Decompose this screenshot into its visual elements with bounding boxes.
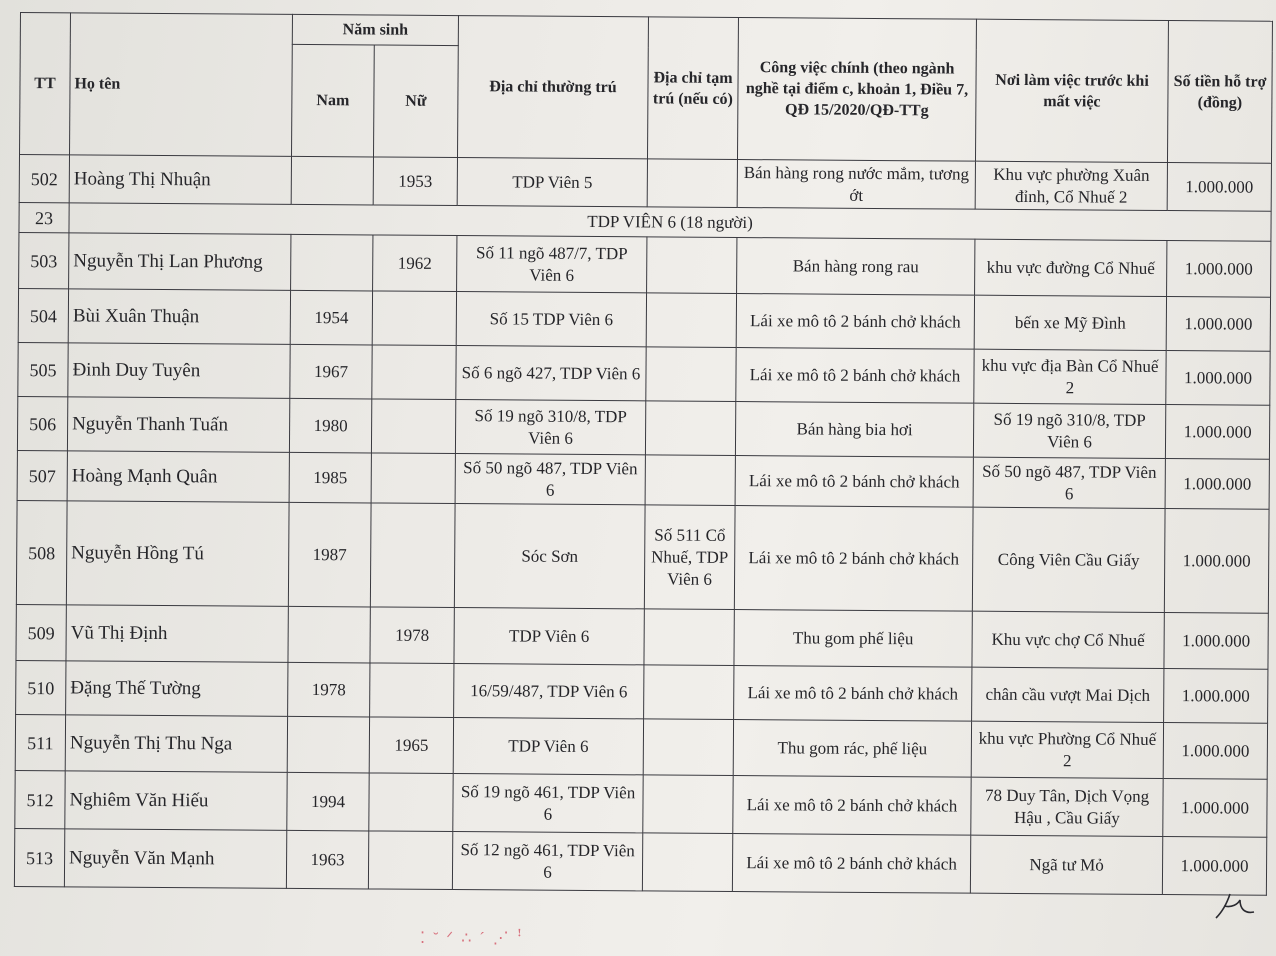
- row-name: Đinh Duy Tuyên: [68, 343, 290, 399]
- row-male: [291, 156, 373, 205]
- red-stamp-mark: ⁚ ˘ ᐟ ∴ ˊ ⋰ ꜝ: [420, 930, 525, 947]
- table-row: [16, 660, 1268, 723]
- row-job: Lái xe mô tô 2 bánh chở khách: [736, 294, 974, 350]
- row-female: 1953: [373, 157, 457, 206]
- table-row: [16, 500, 1269, 613]
- header-female: Nữ: [373, 45, 458, 158]
- table-row: [15, 770, 1267, 837]
- header-name: Họ tên: [70, 13, 293, 157]
- row-male: 1954: [290, 290, 372, 345]
- row-tt: 509: [16, 604, 66, 660]
- row-tt: 513: [14, 828, 64, 886]
- section-title: TDP VIÊN 6 (18 người): [69, 203, 1271, 241]
- row-workplace: Công Viên Cầu Giấy: [972, 507, 1165, 612]
- row-female: 1965: [369, 717, 453, 774]
- row-name: Hoàng Thị Nhuận: [69, 155, 291, 205]
- row-tt: 511: [15, 714, 65, 770]
- table-row: [15, 714, 1267, 779]
- table-row: [18, 342, 1270, 405]
- row-temporary: [645, 401, 735, 456]
- row-male: 1963: [286, 830, 368, 889]
- table-row: [19, 232, 1271, 297]
- row-amount: 1.000.000: [1165, 405, 1269, 460]
- row-amount: 1.000.000: [1164, 509, 1269, 614]
- header-permanent-address: Địa chỉ thường trú: [458, 16, 649, 159]
- row-permanent: Số 50 ngõ 487, TDP Viên 6: [455, 454, 645, 505]
- section-number: 23: [19, 202, 69, 232]
- row-job: Lái xe mô tô 2 bánh chở khách: [736, 348, 974, 404]
- row-permanent: Sóc Sơn: [454, 504, 645, 609]
- row-amount: 1.000.000: [1166, 351, 1270, 406]
- row-job: Bán hàng rong rau: [737, 238, 975, 296]
- table-row: [17, 396, 1269, 459]
- row-temporary: [644, 665, 734, 720]
- row-job: Lái xe mô tô 2 bánh chở khách: [734, 506, 973, 612]
- row-temporary: [647, 159, 737, 208]
- row-name: Nguyễn Hồng Tú: [66, 501, 289, 607]
- row-workplace: khu vực Phường Cổ Nhuế 2: [971, 721, 1163, 778]
- row-name: Vũ Thị Định: [66, 605, 288, 663]
- row-female: [371, 399, 455, 454]
- table-row: [19, 155, 1271, 212]
- row-male: [288, 606, 370, 663]
- row-female: 1962: [373, 235, 457, 292]
- row-temporary: Số 511 Cổ Nhuế, TDP Viên 6: [644, 505, 735, 610]
- row-amount: 1.000.000: [1162, 836, 1266, 895]
- row-workplace: Ngã tư Mỏ: [970, 835, 1162, 894]
- signature-mark: [1210, 890, 1260, 926]
- row-female: [369, 773, 453, 832]
- row-temporary: [643, 719, 733, 776]
- row-temporary: [646, 347, 736, 402]
- row-male: 1994: [287, 772, 369, 831]
- row-name: Nguyễn Thị Lan Phương: [69, 233, 291, 291]
- row-tt: 512: [15, 770, 65, 828]
- row-amount: 1.000.000: [1166, 297, 1270, 352]
- row-male: 1987: [288, 502, 371, 607]
- row-tt: 502: [19, 155, 69, 203]
- row-tt: 503: [19, 232, 69, 288]
- row-tt: 507: [17, 450, 67, 500]
- row-female: [368, 831, 452, 890]
- row-temporary: [645, 455, 735, 506]
- header-temporary-address: Địa chỉ tạm trú (nếu có): [648, 17, 739, 160]
- row-female: [370, 663, 454, 718]
- row-job: Lái xe mô tô 2 bánh chở khách: [732, 833, 970, 893]
- table-row: [18, 288, 1270, 351]
- row-temporary: [647, 237, 737, 294]
- row-permanent: Số 12 ngõ 461, TDP Viên 6: [452, 832, 642, 891]
- row-permanent: Số 15 TDP Viên 6: [456, 292, 646, 347]
- row-temporary: [642, 833, 732, 892]
- row-name: Nguyễn Văn Mạnh: [64, 829, 286, 889]
- row-amount: 1.000.000: [1163, 778, 1267, 837]
- row-male: 1985: [289, 452, 371, 503]
- table-body: [14, 155, 1271, 896]
- row-temporary: [644, 609, 734, 666]
- header-main-job: Công việc chính (theo ngành nghề tại điểm c, khoản 1, Điều 7, QĐ 15/2020/QĐ-TTg: [738, 18, 977, 162]
- row-female: [372, 291, 456, 346]
- row-workplace: Khu vực phường Xuân đỉnh, Cổ Nhuế 2: [975, 161, 1167, 210]
- row-temporary: [646, 293, 736, 348]
- row-amount: 1.000.000: [1167, 163, 1271, 212]
- row-amount: 1.000.000: [1164, 669, 1268, 724]
- row-job: Bán hàng rong nước mắm, tương ớt: [737, 160, 975, 210]
- support-list-table: [14, 12, 1273, 896]
- row-permanent: TDP Viên 5: [457, 158, 647, 207]
- table-row: [14, 828, 1266, 895]
- row-job: Lái xe mô tô 2 bánh chở khách: [734, 666, 972, 722]
- row-name: Nguyễn Thị Thu Nga: [65, 715, 287, 773]
- header-amount: Số tiền hỗ trợ (đồng): [1167, 21, 1272, 164]
- row-workplace: Số 50 ngõ 487, TDP Viên 6: [973, 457, 1165, 508]
- row-workplace: Số 19 ngõ 310/8, TDP Viên 6: [973, 403, 1165, 458]
- row-amount: 1.000.000: [1165, 459, 1269, 510]
- row-permanent: Số 11 ngõ 487/7, TDP Viên 6: [457, 236, 647, 293]
- row-workplace: 78 Duy Tân, Dịch Vọng Hậu , Cầu Giấy: [971, 777, 1163, 836]
- row-female: 1978: [370, 607, 454, 664]
- row-female: [370, 503, 455, 608]
- row-name: Nguyễn Thanh Tuấn: [67, 397, 289, 453]
- row-male: 1967: [290, 344, 372, 399]
- header-tt: TT: [20, 13, 71, 155]
- header-workplace: Nơi làm việc trước khi mất việc: [975, 19, 1168, 162]
- row-job: Thu gom rác, phế liệu: [733, 719, 971, 777]
- row-workplace: Khu vực chợ Cổ Nhuế: [972, 611, 1164, 668]
- row-workplace: bến xe Mỹ Đình: [974, 295, 1166, 350]
- row-permanent: 16/59/487, TDP Viên 6: [454, 664, 644, 719]
- row-tt: 504: [18, 288, 68, 342]
- row-tt: 506: [17, 396, 67, 450]
- row-workplace: chân cầu vượt Mai Dịch: [972, 667, 1164, 722]
- row-name: Hoàng Mạnh Quân: [67, 451, 289, 503]
- row-job: Thu gom phế liệu: [734, 610, 972, 668]
- row-permanent: TDP Viên 6: [454, 608, 644, 665]
- row-female: [371, 453, 455, 504]
- row-tt: 510: [16, 660, 66, 714]
- row-tt: 505: [18, 342, 68, 396]
- row-permanent: TDP Viên 6: [453, 718, 643, 775]
- table-row: [17, 450, 1269, 509]
- row-male: 1980: [289, 398, 371, 453]
- table-row: [16, 604, 1268, 669]
- row-male: [291, 234, 373, 291]
- row-name: Đặng Thế Tường: [66, 661, 288, 717]
- row-job: Lái xe mô tô 2 bánh chở khách: [733, 775, 971, 835]
- header-row-1: [20, 13, 1272, 52]
- row-workplace: khu vực đường Cổ Nhuế: [975, 239, 1167, 296]
- row-amount: 1.000.000: [1167, 241, 1271, 298]
- row-job: Bán hàng bia hơi: [735, 402, 973, 458]
- row-job: Lái xe mô tô 2 bánh chở khách: [735, 456, 973, 508]
- row-permanent: Số 19 ngõ 310/8, TDP Viên 6: [455, 400, 645, 455]
- row-male: 1978: [288, 662, 370, 717]
- row-name: Nghiêm Văn Hiếu: [65, 771, 287, 831]
- header-male: Nam: [291, 44, 374, 157]
- row-permanent: Số 6 ngõ 427, TDP Viên 6: [456, 346, 646, 401]
- row-tt: 508: [16, 500, 67, 604]
- row-female: [372, 345, 456, 400]
- row-male: [287, 716, 369, 773]
- row-temporary: [643, 775, 733, 834]
- row-name: Bùi Xuân Thuận: [68, 289, 290, 345]
- row-permanent: Số 19 ngõ 461, TDP Viên 6: [453, 774, 643, 833]
- row-amount: 1.000.000: [1163, 723, 1267, 780]
- row-amount: 1.000.000: [1164, 613, 1268, 670]
- row-workplace: khu vực địa Bàn Cổ Nhuế 2: [974, 349, 1166, 404]
- header-birth-year: Năm sinh: [292, 14, 458, 45]
